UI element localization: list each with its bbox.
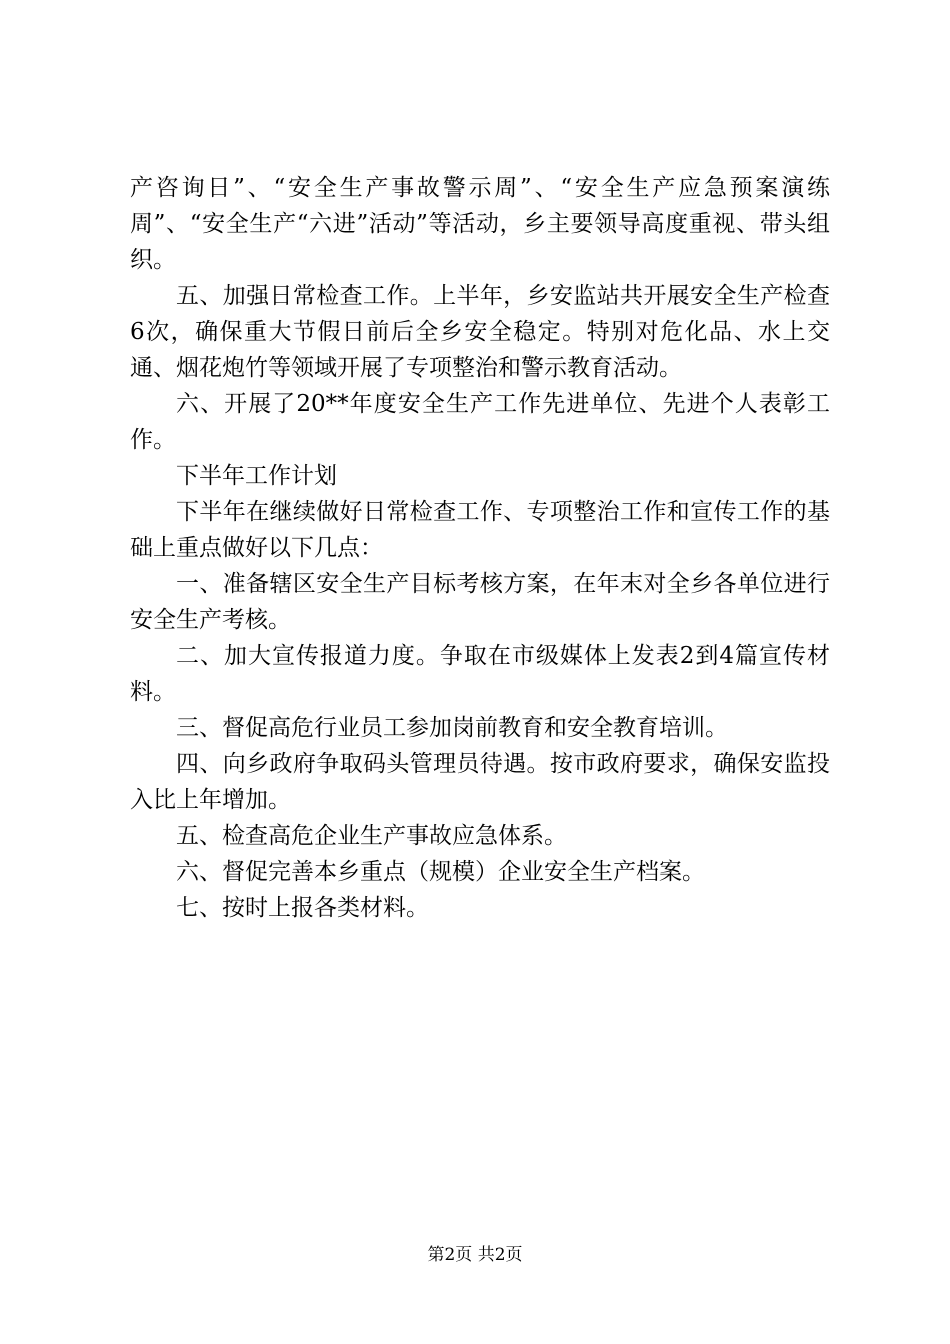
plan-item-7: 七、按时上报各类材料。 (176, 895, 429, 921)
paragraph-daily-inspection: 五、加强日常检查工作。上半年，乡安监站共开展安全生产检查6次，确保重大节假日前后全乡安全稳定。特别对危化品、水上交通、烟花炮竹等领域开展了专项整治和警示教育活动。 (130, 283, 830, 381)
section-heading-second-half-plan: 下半年工作计划 (176, 463, 337, 489)
plan-item-1: 一、准备辖区安全生产目标考核方案，在年末对全乡各单位进行安全生产考核。 (130, 571, 830, 633)
plan-item-2: 二、加大宣传报道力度。争取在市级媒体上发表2到4篇宣传材料。 (130, 643, 830, 705)
paragraph-continued-activities: 产咨询日”、“安全生产事故警示周”、“安全生产应急预案演练周”、“安全生产“六进”活动”等活动，乡主要领导高度重视、带头组织。 (130, 175, 830, 273)
document-body (130, 170, 830, 926)
plan-item-5: 五、检查高危企业生产事故应急体系。 (176, 823, 567, 849)
paragraph-plan-intro: 下半年在继续做好日常检查工作、专项整治工作和宣传工作的基础上重点做好以下几点： (130, 499, 830, 561)
page-footer: 第2页 共2页 (427, 1245, 523, 1265)
plan-item-3: 三、督促高危行业员工参加岗前教育和安全教育培训。 (176, 715, 728, 741)
paragraph-commendation: 六、开展了20**年度安全生产工作先进单位、先进个人表彰工作。 (130, 391, 830, 453)
plan-item-4: 四、向乡政府争取码头管理员待遇。按市政府要求，确保安监投入比上年增加。 (130, 751, 830, 813)
plan-item-6: 六、督促完善本乡重点（规模）企业安全生产档案。 (176, 859, 705, 885)
